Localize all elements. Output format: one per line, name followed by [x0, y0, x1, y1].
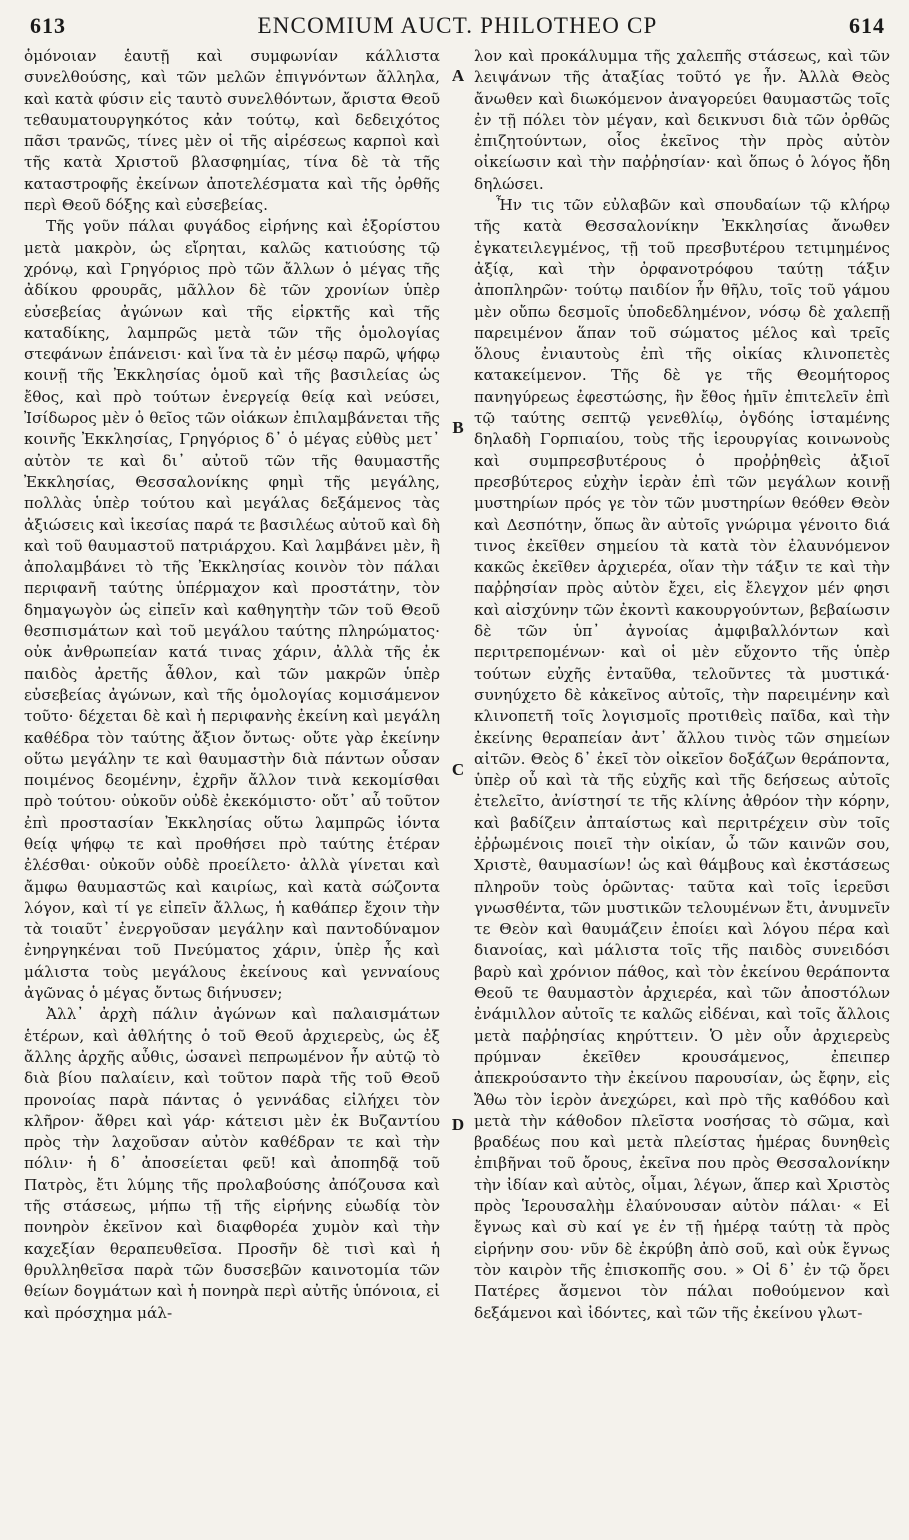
paragraph: Τῆς γοῦν πάλαι φυγάδος εἰρήνης καὶ ἐξορίστου μετὰ μακρὸν, ὡς εἴρηται, καλῶς κατιούσης τῷ χρόνῳ, καὶ Γρηγόριος πρὸ τῶν ἄλλων ὁ μέγας τῆς ἀδίκου φρουρᾶς, μᾶλλον δὲ τῶν χρονίων ὑπὲρ εὐσεβείας ἀγώνων καὶ τῆς εἱρκτῆς καὶ τῆς καταδίκης, λαμπρῶς μετὰ τῶν τῆς ὁμολογίας στεφάνων ἐπάνεισι· καὶ ἵνα τὰ ἐν μέσῳ παρῶ, ψήφῳ κοινῇ τῆς Ἐκκλησίας ὁμοῦ καὶ τῆς βασιλείας ὡς ἔθος, καὶ πρὸ τούτων ἐνεργείᾳ θείᾳ καὶ νεύσει, Ἰσίδωρος μὲν ὁ θεῖος τῶν οἰάκων ἐπιλαμβάνεται τῆς κοινῆς Ἐκκλησίας, Γρηγόριος δ᾽ ὁ μέγας εὐθὺς μετ᾽ αὐτὸν τε καὶ δι᾽ αὐτοῦ τῶν τῆς θαυμαστῆς Ἐκκλησίας, Θεσσαλονίκης φημὶ τῆς μεγάλης, πολλὰς ὑπὲρ τούτου καὶ μεγάλας δεξάμενος τὰς ἀξιώσεις καὶ ἱκεσίας παρά τε βασιλέως αὐτοῦ καὶ δὴ καὶ τοῦ θαυμαστοῦ πατριάρχου. Καὶ λαμβάνει μὲν, ἢ ἀπολαμβάνει τὸ τῆς Ἐκκλησίας κοινὸν τὸν πάλαι περιφανῆ ταύτης ὑπέρμαχον καὶ προστάτην, τὸν δημαγωγὸν ὡς εἰπεῖν καὶ καθηγητὴν τῶν τοῦ Θεοῦ θεσπισμάτων καὶ τοῦ μεγάλου ταύτης πληρώματος· οὐκ ἀνθρωπείαν κατά τινας χάριν, ἀλλὰ τῆς ἐκ παιδὸς ἀρετῆς ἆθλον, καὶ τῶν μακρῶν ὑπὲρ εὐσεβείας ἀγώνων, καὶ τῆς ὁμολογίας κομισάμενον τοῦτο· δέχεται δὲ καὶ ἡ περιφανὴς ἐκείνη καὶ μεγάλη καθέδρα τὸν ταύτης ἄξιον ὄντως· οὔτε γὰρ ἐκείνην οὕτω μεγάλην τε καὶ θαυμαστὴν διὰ πάντων οὖσαν ποιμένος δεομένην, ἐχρῆν ἄλλον τινὰ κεκομίσθαι πρὸ τούτου· οὐκοῦν οὐδὲ ἐκεκόμιστο· οὔτ᾽ αὖ τοῦτον ἐπὶ προστασίαν Ἐκκλησίας οὕτω λαμπρῶς ἰόντα θείᾳ ψήφῳ τε καὶ προθήσει πρὸ ταύτης ἑτέραν ἐλέσθαι· οὐκοῦν οὐδὲ προείλετο· ἀλλὰ γίνεται καὶ ἄμφω θαυμαστῶς καὶ καιρίως, καὶ κατὰ σώζοντα λόγον, καὶ τί γε εἰπεῖν ἄλλως, ἡ καθάπερ ἔχοιν τὴν τὰ τοιαῦτ᾽ ἐνεργοῦσαν μεγάλην καὶ παντοδύναμον ἐνηργηκέναι τοῦ Πνεύματος χάριν, ὑπὲρ ἧς καὶ μάλιστα τοὺς μεγάλους ἐκείνους καὶ γενναίους ἀγῶνας ὁ μέγας ὄντως διήνυσεν; [24, 217, 440, 1003]
right-column [474, 46, 890, 1530]
paragraph: ὁμόνοιαν ἑαυτῇ καὶ συμφωνίαν κάλλιστα συνελθούσης, καὶ τῶν μελῶν ἐπιγνόντων ἄλληλα, καὶ κατὰ φύσιν εἰς ταυτὸ συνελθόντων, ἄριστα Θεοῦ τεθαυματουργηκότος κἀν τούτῳ, καὶ δεδειχότος πᾶσι τρανῶς, τίνες μὲν οἱ τῆς αἱρέσεως καρποὶ καὶ τῆς κατὰ Χριστοῦ βλασφημίας, τίνα δὲ τὰ τῆς καταστροφῆς ἐκείνων ἀποτελέσματα καὶ τῆς ὀρθῆς περὶ Θεοῦ δόξης καὶ εὐσεβείας. [24, 47, 440, 215]
running-header [30, 6, 885, 46]
left-column [24, 46, 440, 1530]
right-page-number: 614 [848, 13, 885, 38]
paragraph: Ἀλλ᾽ ἀρχὴ πάλιν ἀγώνων καὶ παλαισμάτων ἑτέρων, καὶ ἀθλήτης ὁ τοῦ Θεοῦ ἀρχιερεὺς, ὡς ἐξ ἄλλης ἀρχῆς αὖθις, ὡσανεὶ πεπρωμένον ἦν αὐτῷ τὸ διὰ βίου παλαίειν, καὶ τοῦτον παρὰ τῆς τοῦ Θεοῦ προνοίας παρὰ πάντας ὁ γεννάδας εἰλήχει τὸν κλῆρον· ἄθρει καὶ γάρ· κάτεισι μὲν ἐκ Βυζαντίου πρὸς τὴν λαχοῦσαν αὐτὸν καθέδραν τε καὶ τὴν πόλιν· ἡ δ᾽ ἀποσείεται φεῦ! καὶ ἀποπηδᾷ τοῦ Πατρὸς, ἔτι λύμης τῆς προλαβούσης ἀπόζουσα καὶ τῆς στάσεως, μήπω τῇ τῆς εἰρήνης εὐωδίᾳ τὸν πονηρὸν ἐκεῖνον καὶ διαφθορέα χυμὸν καὶ τὴν καχεξίαν θεραπευθεῖσα. Προσῆν δὲ τισὶ καὶ ἡ θρυλληθεῖσα παρὰ τῶν δυσσεβῶν καινοτομία τῶν θείων δογμάτων καὶ ἡ πονηρὰ περὶ αὐτῆς ὑπόνοια, εἰ καὶ πρόσχημα μάλ- [24, 1005, 440, 1322]
running-title: ENCOMIUM AUCT. PHILOTHEO CP [257, 13, 658, 38]
margin-marker-b: B [452, 418, 464, 437]
paragraph: λον καὶ προκάλυμμα τῆς χαλεπῆς στάσεως, καὶ τῶν λειψάνων τῆς ἀταξίας τοῦτό γε ἦν. Ἀλλὰ Θεὸς ἄνωθεν καὶ διωκόμενον ἀναγορεύει θαυμαστῶς τοῖς ἐν τῇ πόλει τὸν μέγαν, καὶ δεικνυσι διὰ τῶν ὀρθῶς ἐπιζητούντων, οἷος ἐκεῖνος τὴν πρὸς αὐτὸν οἰκείωσιν καὶ τὴν παῤῥησίαν· καὶ ὅπως ὁ λόγος ἤδη δηλώσει. [474, 47, 890, 193]
paragraph: Ἦν τις τῶν εὐλαβῶν καὶ σπουδαίων τῷ κλήρῳ τῆς κατὰ Θεσσαλονίκην Ἐκκλησίας ἄνωθεν ἐγκατειλεγμένος, τῇ τοῦ πρεσβυτέρου τετιμημένος ἀξίᾳ, καὶ τὴν ὀρφανοτρόφου ταύτῃ τάξιν ἀποπληρῶν· τούτῳ παιδίον ἦν θῆλυ, τοῖς τοῦ γάμου μὲν οὔπω δεσμοῖς ὑποδεδλημένον, νόσῳ δὲ χαλεπῇ παρειμένον ἅπαν τοῦ σώματος μέλος καὶ τρεῖς ὅλους ἐνιαυτοὺς ἐπὶ τῆς οἰκίας κλινοπετὲς κατακείμενον. Τῆς δὲ γε τῆς Θεομήτορος πανηγύρεως ἐφεστώσης, ἣν ἔθος ἡμῖν ἐπιτελεῖν ἐπὶ τῷ ταύτης σεπτῷ γενεθλίῳ, ὀγδόης ἱσταμένης δηλαδὴ Γορπιαίου, τοὺς τῆς ἱερουργίας κοινωνοὺς καὶ συμπρεσβυτέρους ὁ προῤῥηθεὶς ἀξιοῖ πρεσβύτερος εὐχὴν ἱερὰν ἐπὶ τῶν μεγάλων κοινῇ μυστηρίων πρός γε τὸν τῶν μυστηρίων θεόθεν Θεὸν καὶ Δεσπότην, ὅπως ἂν αὐτοῖς γνώριμα γένοιτο διά τινος ἐκεῖθεν σημείου τὰ κατὰ τὸν ἐλαυνόμενον κακῶς ἐκεῖθεν ἀρχιερέα, οἵαν τὴν τάξιν τε καὶ τὴν παῤῥησίαν πρὸς αὐτὸν ἔχει, εἰς ἔλεγχον μέν φησι καὶ αἰσχύνην τῶν ἐκοντὶ κακουργούντων, βεβαίωσιν δὲ τῶν ὑπ᾽ ἀγνοίας ἀμφιβαλλόντων καὶ περιτρεπομένων· καὶ οἱ μὲν εὔχοντο τῆς ὑπὲρ τούτων εὐχῆς ἐνταῦθα, τελοῦντες τὰ μυστικά· συνηύχετο δὲ κἀκεῖνος αὐτοῖς, τὴν παρειμένην καὶ κλινοπετῆ τοῖς λογισμοῖς προτιθεὶς παῖδα, καὶ τὴν ἐκείνης θεραπείαν ἀντ᾽ ἄλλου τινὸς τῶν σημείων αἰτῶν. Θεὸς δ᾽ ἐκεῖ τὸν οἰκεῖον δοξάζων θεράποντα, ὑπὲρ οὗ καὶ τὰ τῆς εὐχῆς καὶ τῆς δεήσεως αὐτοῖς ἐτελεῖτο, ἀνίστησί τε τῆς κλίνης ἀθρόον τὴν κόρην, καὶ βαδίζειν ἀπταίστως καὶ περιτρέχειν σὺν τοῖς ἐῤῥωμένοις ποιεῖ τὴν οἰκίαν, ὦ τῶν καινῶν σου, Χριστὲ, θαυμασίων! ὡς καὶ θάμβους καὶ ἐκστάσεως πληροῦν τοὺς ὁρῶντας· ταῦτα καὶ τοῖς ἱερεῦσι γνωσθέντα, τῶν μυστικῶν τελουμένων ἔτι, ἀνυμνεῖν τε Θεὸν καὶ θαυμάζειν ἐποίει καὶ λόγου πέρα καὶ διανοίας, καὶ μάλιστα τοῖς τῆς παιδὸς συνειδόσι βαρὺ καὶ χρόνιον πάθος, καὶ τὸν ἐκείνου θεράποντα Θεοῦ τε θαυμαστὸν ἀρχιερέα, καὶ τῶν ἀποστόλων ἐνάμιλλον αὐτοῖς τε καλῶς εἰδέναι, καὶ τοῖς ἄλλοις μετὰ παῤῥησίας κηρύττειν. Ὁ μὲν οὖν ἀρχιερεὺς πρύμναν ἐκεῖθεν κρουσάμενος, ἐπειπερ ἀπεκρούσαντο τὴν ἐκείνου παρουσίαν, ὡς ἔφην, εἰς Ἄθω τὸν ἱερὸν ἀνεχώρει, καὶ πρὸ τῆς καθόδου καὶ μετὰ τὴν κάθοδον πλεῖστα νοσήσας τὸ σῶμα, καὶ βραδέως που καὶ μετὰ πλείστας ἡμέρας δυνηθεὶς ἐπιβῆναι τοῦ ὄρους, ἐκεῖνα που πρὸς Θεσσαλονίκην τὴν ἰδίαν καὶ αὐτὸς, οἶμαι, λέγων, ἅπερ καὶ Χριστὸς πρὸς Ἱερουσαλὴμ ἐλαύνουσαν αὐτὸν πάλαι· « Εἰ ἔγνως καὶ σὺ καί γε ἐν τῇ ἡμέρᾳ ταύτῃ τὰ πρὸς εἰρήνην σου· νῦν δὲ ἐκρύβη ἀπὸ σοῦ, καὶ οὐκ ἔγνως τὸν καιρὸν τῆς ἐπισκοπῆς σου. » Οἱ δ᾽ ἐν τῷ ὄρει Πατέρες ἄσμενοι τὸν πάλαι ποθούμενον καὶ δεξάμενοι καὶ ἰδόντες, καὶ τῶν τῆς ἐκείνου γλωτ- [474, 196, 890, 1322]
left-page-number: 613 [30, 13, 66, 38]
margin-marker-d: D [451, 1115, 465, 1134]
margin-marker-c: C [451, 760, 465, 779]
margin-marker-a: A [451, 66, 465, 85]
